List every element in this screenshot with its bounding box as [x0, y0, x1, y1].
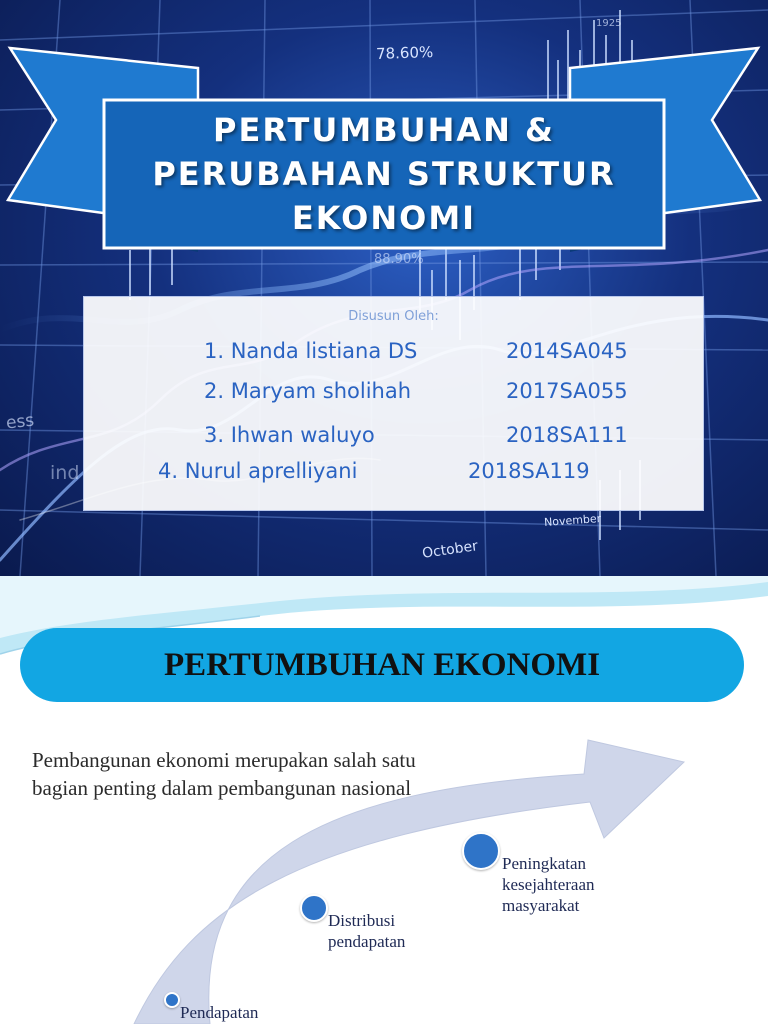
title-line-1: PERTUMBUHAN & [213, 111, 555, 149]
content-slide [0, 576, 768, 1024]
bg-text-label-2: ind [50, 462, 80, 484]
authors-panel [83, 296, 704, 511]
author-id: 2018SA119 [468, 459, 590, 483]
step-label-kesejahteraan: Peningkatan kesejahteraan masyarakat [502, 854, 595, 915]
authors-heading: Disusun Oleh: [348, 309, 439, 324]
author-id: 2018SA111 [506, 423, 628, 447]
step-dot-icon [462, 832, 500, 870]
author-id: 2014SA045 [506, 339, 628, 363]
author-name: 1. Nanda listiana DS [204, 339, 418, 363]
step-label-distribusi: Distribusi pendapatan [328, 911, 406, 951]
author-name: 2. Maryam sholihah [204, 379, 412, 403]
slide-title [104, 100, 664, 248]
bg-month-label-2: November [543, 512, 602, 529]
author-name: 4. Nurul aprelliyani [158, 459, 358, 483]
step-label-pendapatan: Pendapatan [180, 1003, 259, 1022]
section-heading [20, 628, 744, 702]
section-heading-text: PERTUMBUHAN EKONOMI [163, 646, 601, 683]
step-dot-icon [164, 992, 180, 1008]
intro-paragraph: Pembangunan ekonomi merupakan salah satu bagian penting dalam pembangunan nasional [32, 748, 416, 800]
bg-month-label: October [421, 538, 479, 562]
bg-percent-label-2: 88.90% [374, 252, 424, 267]
title-line-3: EKONOMI [291, 199, 477, 237]
author-id: 2017SA055 [506, 379, 628, 403]
bg-number-label: 1925 [596, 18, 622, 29]
bg-text-label: ess [5, 410, 36, 434]
bg-percent-label: 78.60% [375, 43, 434, 63]
author-name: 3. Ihwan waluyo [204, 423, 375, 447]
title-line-2: PERUBAHAN STRUKTUR [152, 155, 616, 193]
step-dot-icon [300, 894, 328, 922]
